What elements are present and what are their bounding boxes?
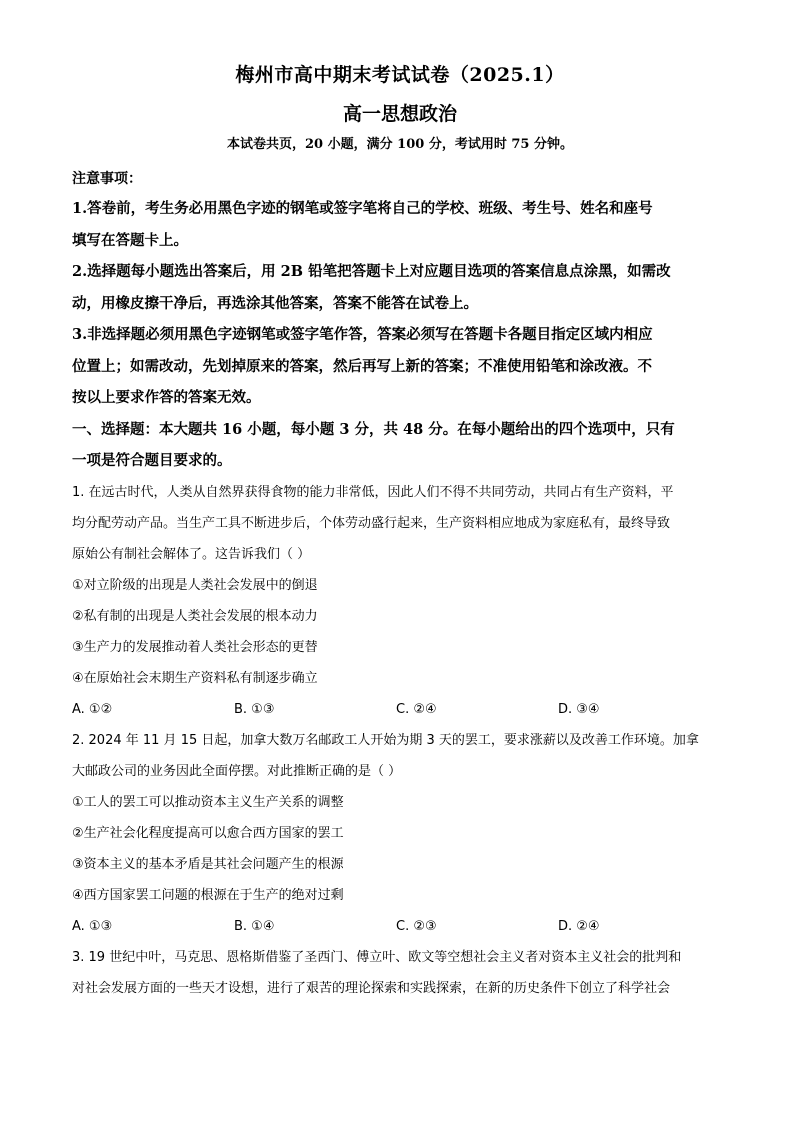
option-b: B. ①④ [234,918,275,934]
question-1 [72,477,728,725]
question-item: ①对立阶级的出现是人类社会发展中的倒退 [72,577,318,593]
question-stem-line: 3. 19 世纪中叶，马克思、恩格斯借鉴了圣西门、傅立叶、欧文等空想社会主义者对资本主义社会的批判和 [72,949,682,965]
option-c: C. ②③ [396,918,437,934]
option-d: D. ③④ [558,701,600,717]
notes-line: 填写在答题卡上。 [72,231,188,249]
question-stem-line: 大邮政公司的业务因此全面停摆。对此推断正确的是（ ） [72,763,402,779]
question-item: ③资本主义的基本矛盾是其社会问题产生的根源 [72,856,344,872]
notes-line: 按以上要求作答的答案无效。 [72,389,261,406]
question-stem-line: 均分配劳动产品。当生产工具不断进步后，个体劳动盛行起来，生产资料相应地成为家庭私有，最终导致 [72,515,671,531]
exam-meta: 本试卷共页，20 小题，满分 100 分，考试用时 75 分钟。 [227,137,573,152]
question-item: ①工人的罢工可以推动资本主义生产关系的调整 [72,794,344,810]
question-item: ④在原始社会末期生产资料私有制逐步确立 [72,670,318,686]
answer-options [72,694,728,725]
option-a: A. ①③ [72,918,113,934]
notes-line: 2.选择题每小题选出答案后，用 2B 铅笔把答题卡上对应题目选项的答案信息点涂黑，如需改 [72,263,671,280]
question-3 [72,942,728,1004]
section-line: 一、选择题：本大题共 16 小题，每小题 3 分，共 48 分。在每小题给出的四个选项中，只有 [72,420,675,438]
option-b: B. ①③ [234,701,275,717]
question-stem-line: 原始公有制社会解体了。这告诉我们（ ） [72,546,311,562]
question-item: ②私有制的出现是人类社会发展的根本动力 [72,608,318,624]
question-item: ②生产社会化程度提高可以愈合西方国家的罢工 [72,825,344,841]
answer-options [72,911,728,942]
question-item: ④西方国家罢工问题的根源在于生产的绝对过剩 [72,887,344,903]
question-stem-line: 2. 2024 年 11 月 15 日起，加拿大数万名邮政工人开始为期 3 天的罢工，要求涨薪以及改善工作环境。加拿 [72,732,699,748]
notes-line: 位置上；如需改动，先划掉原来的答案，然后再写上新的答案；不准使用铅笔和涂改液。不 [72,357,652,375]
question-item: ③生产力的发展推动着人类社会形态的更替 [72,639,318,655]
question-2 [72,725,728,942]
notes-line: 动，用橡皮擦干净后，再选涂其他答案，答案不能答在试卷上。 [72,294,478,312]
option-a: A. ①② [72,701,113,717]
section-heading [72,414,728,477]
option-d: D. ②④ [558,918,600,934]
notes-block [72,165,728,414]
exam-subject: 高一思想政治 [342,103,457,125]
exam-title: 梅州市高中期末考试试卷（2025.1） [235,64,565,86]
section-line: 一项是符合题目要求的。 [72,452,232,469]
notes-heading: 注意事项： [72,171,142,187]
option-c: C. ②④ [396,701,437,717]
notes-line: 3.非选择题必须用黑色字迹钢笔或签字笔作答，答案必须写在答题卡各题目指定区域内相应 [72,326,653,343]
question-stem-line: 1. 在远古时代，人类从自然界获得食物的能力非常低，因此人们不得不共同劳动，共同占有生产资料，平 [72,484,674,500]
question-stem-line: 对社会发展方面的一些天才设想，进行了艰苦的理论探索和实践探索，在新的历史条件下创立了科学社会 [72,980,671,996]
notes-line: 1.答卷前，考生务必用黑色字迹的钢笔或签字笔将自己的学校、班级、考生号、姓名和座号 [72,200,653,217]
